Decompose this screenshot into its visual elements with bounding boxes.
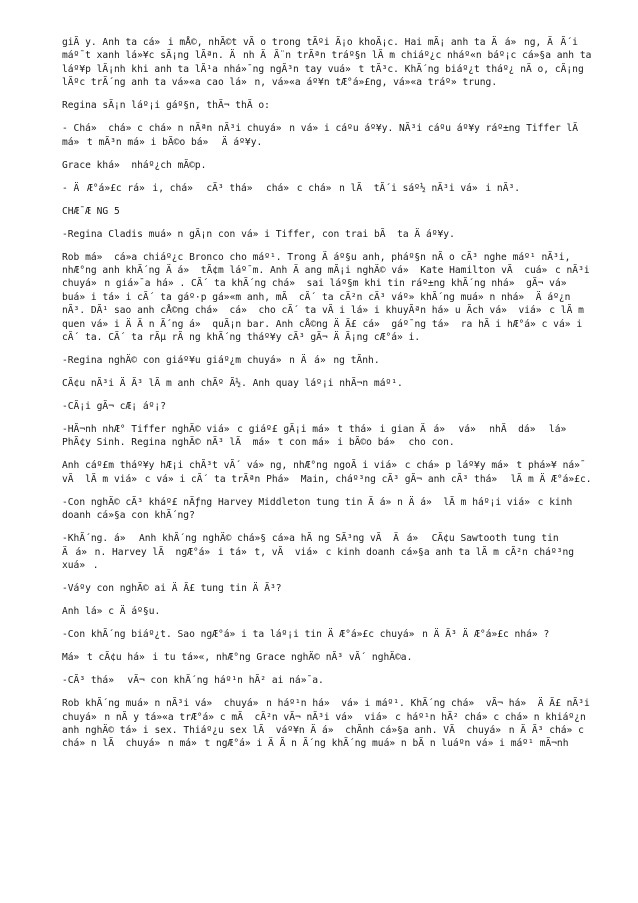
body-paragraph-13: Anh cáº£m tháº¥y hÆ¡i chÃ³t vÃ´ vá»ng, nhÆ°ng ngoÃ i viá»c chá»p láº¥y má»t phá»¥ ná»¯ vÃ lÃ m viá»c vá»i cÃ´ ta trÃªn Phá» Main, cháº³ng cÃ³ gÃ¬ anh cÃ³ thá» lÃ m ÄÆ°á»£c. — [62, 460, 592, 485]
body-paragraph-17: Anh lá»c Äáº§u. — [62, 606, 161, 618]
chapter-heading: CHÆ¯Æ NG 5 — [62, 205, 120, 217]
body-paragraph-10: CÃ¢u nÃ³i ÄÃ³ lÃ m anh chÃº Ã½. Anh quay láº¡i nhÃ¬n máº¹. — [62, 378, 403, 390]
body-paragraph-18: -Con khÃ´ng biáº¿t. Sao ngÆ°á»i ta láº¡i tin ÄÆ°á»£c chuyá»n ÄÃ³ ÄÆ°á»£c nhá»? — [62, 629, 550, 641]
body-paragraph-15: -KhÃ´ng. á» Anh khÃ´ng nghÄ© chá»§ cá»a hÃ ng SÃ³ng vÃ Äá» CÃ¢u Sawtooth tung tin Äá»n. Harvey lÃ ngÆ°á»i tá»t, vÃ viá»c kinh doanh cá»§a anh ta lÃ m cÃ²n cháº³ng xuá». — [62, 533, 580, 572]
body-paragraph-3: - Chá» chá»c chá»n nÃªn nÃ³i chuyá»n vá»i cáºu áº¥y. NÃ³i cáºu áº¥y ráº±ng Tiffer lÃ má»t mÃ³n má»i bÃ©o bá» Äáº¥y. — [62, 123, 590, 148]
body-paragraph-8: Rob má» cá»a chiáº¿c Bronco cho máº¹. Trong Äáº§u anh, pháº§n nÃ o cÃ³ nghe máº¹ nÃ³i, nhÆ°ng anh khÃ´ng Äá» tÃ¢m láº¯m. Anh Äang mÃ¡i nghÄ© vá» Kate Hamilton vÃ cuá»c nÃ³i chuyá»n giá»¯a há». CÃ´ ta khÃ´ng chá» sai láº§m khi tin ráº±ng khÃ´ng nhá» gÃ¬ vá» buá»i tá»i cÃ´ ta gáº·p gá»«m anh, mÃ cÃ´ ta cÃ²n cÃ³ váº» khÃ´ng muá»n nhá» Äáº¿n nÃ³. DÃ¹ sao anh cÅ©ng chá» cá» cho cÃ´ ta vÃ i lá»i khuyÃªn há»u Ãch vá» viá»c lÃ m quen vá»i ÄÃ n Ã´ng á» quÃ¡n bar. Anh cÅ©ng ÄÃ£ cá» gáº¯ng tá» ra hÃ i hÆ°á»c vá»i cÃ´ ta. CÃ´ ta rÃµ rÃ ng khÃ´ng tháº¥y cÃ³ gÃ¬ ÄÃ¡ng cÆ°á»i. — [62, 251, 596, 344]
body-paragraph-5: - ÄÆ°á»£c rá»i, chá» cÃ³ thá» chá»c chá»n lÃ tÃ´i sáº½ nÃ³i vá»i nÃ³. — [62, 182, 521, 194]
body-paragraph-21: Rob khÃ´ng muá»n nÃ³i vá» chuyá»n háº¹n há» vá»i máº¹. KhÃ´ng chá» vÃ¬ há» ÄÃ£ nÃ³i chuyá»n nÃ y tá»«a trÆ°á»c mÃ cÃ²n vÃ¬ nÃ³i vá» viá»c háº¹n hÃ² chá»c chá»n khiáº¿n anh nghÄ© tá»i sex. Thiáº¿u sex lÃ váº¥n Äá» chÃnh cá»§a anh. VÃ chuyá»n ÄÃ³ chá»c chá»n lÃ chuyá»n má»t ngÆ°á»i ÄÃ n Ã´ng khÃ´ng muá»n bÃ n luáºn vá»i máº¹ mÃ¬nh — [62, 698, 596, 750]
body-paragraph-7: -Regina Cladis muá»n gÃ¡n con vá»i Tiffer, con trai bÃ ta Äáº¥y. — [62, 228, 455, 240]
body-paragraph-2: Regina sÃ¡n láº¡i gáº§n, thÃ¬ thÃ o: — [62, 100, 270, 112]
body-paragraph-4: Grace khá» nháº¿ch mÃ©p. — [62, 159, 207, 171]
body-paragraph-19: Má»t cÃ¢u há»i tu tá»«, nhÆ°ng Grace nghÄ© nÃ³ vÃ´ nghÄ©a. — [62, 652, 413, 664]
body-paragraph-16: -Váºy con nghÄ© ai ÄÃ£ tung tin ÄÃ³? — [62, 583, 282, 595]
body-paragraph-20: -CÃ³ thá» vÃ¬ con khÃ´ng háº¹n hÃ² ai ná»¯a. — [62, 675, 324, 687]
body-paragraph-1: giÃ y. Anh ta cá»i mÅ©, nhÃ©t vÃ o trong tÃºi Ã¡o khoÃ¡c. Hai mÃ¡ anh ta Äá»ng, ÄÃ´i máº¯t xanh lá»¥c sÃ¡ng lÃªn. Änh ÄÃ¨n trÃªn tráº§n lÃ m chiáº¿c nháº«n báº¡c cá»§a anh ta láº¥p lÃ¡nh khi anh ta lÃ¹a nhá»¯ng ngÃ³n tay vuá»t tÃ³c. KhÃ´ng biáº¿t tháº¿ nÃ o, cÃ¡ng lÃºc trÃ´ng anh ta vá»«a cao lá»n, vá»«a áº¥n tÆ°á»£ng, vá»«a tráº» trung. — [62, 37, 598, 89]
body-paragraph-12: -HÃ¬nh nhÆ° Tiffer nghÄ© viá»c giáº£ gÃ¡i má»t thá»i gian Äá» vá» nhÃ dá» lá» PhÃ¢y Sinh. Regina nghÄ© nÃ³ lÃ má»t con má»i bÃ©o bá» cho con. — [62, 424, 580, 449]
body-paragraph-11: -CÃ¡i gÃ¬ cÆ¡ áº¡? — [62, 401, 166, 413]
body-paragraph-14: -Con nghÄ© cÃ³ kháº£ nÄƒng Harvey Middleton tung tin Äá»n Äá» lÃ m háº¡i viá»c kinh doanh cá»§a con khÃ´ng? — [62, 496, 579, 522]
body-paragraph-9: -Regina nghÄ© con giáº¥u giáº¿m chuyá»n Äá»ng tÃnh. — [62, 355, 380, 367]
